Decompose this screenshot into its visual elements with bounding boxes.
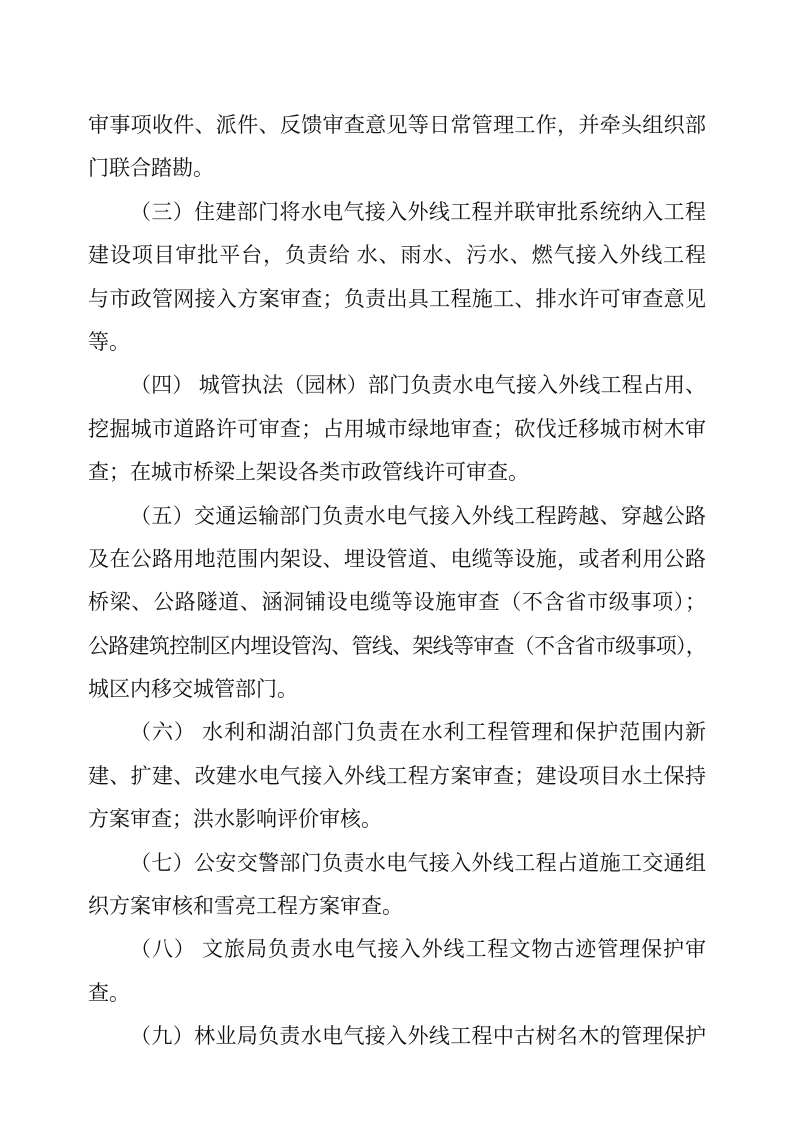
text-line: （三）住建部门将水电气接入外线工程并联审批系统纳入工程 xyxy=(130,199,706,224)
text-line: 建、扩建、改建水电气接入外线工程方案审查；建设项目水土保持 xyxy=(88,763,706,788)
text-line: 织方案审核和雪亮工程方案审查。 xyxy=(88,894,403,919)
text-line: 门联合踏勘。 xyxy=(88,156,214,181)
text-line: 查；在城市桥梁上架设各类市政管线许可审查。 xyxy=(88,460,529,485)
text-line: （八） 文旅局负责水电气接入外线工程文物古迹管理保护审 xyxy=(130,937,706,962)
text-line: 公路建筑控制区内埋设管沟、管线、架线等审查（不含省市级事项）， xyxy=(88,633,706,658)
document-body xyxy=(88,104,706,1059)
text-line: 查。 xyxy=(88,980,130,1005)
text-line: 城区内移交城管部门。 xyxy=(88,677,298,702)
text-line: （五）交通运输部门负责水电气接入外线工程跨越、穿越公路 xyxy=(130,503,706,528)
text-line: 及在公路用地范围内架设、埋设管道、电缆等设施，或者利用公路 xyxy=(88,546,706,571)
text-line: 建设项目审批平台，负责给 水、雨水、污水、燃气接入外线工程 xyxy=(88,243,706,268)
text-line: 审事项收件、派件、反馈审查意见等日常管理工作，并牵头组织部 xyxy=(88,113,706,137)
text-line: 挖掘城市道路许可审查；占用城市绿地审查；砍伐迁移城市树木审 xyxy=(88,416,706,441)
text-line: （七）公安交警部门负责水电气接入外线工程占道施工交通组 xyxy=(130,850,706,875)
text-line: （九）林业局负责水电气接入外线工程中古树名木的管理保护 xyxy=(130,1024,706,1049)
text-line: 方案审查；洪水影响评价审核。 xyxy=(88,807,382,832)
text-line: 与市政管网接入方案审查；负责出具工程施工、排水许可审查意见 xyxy=(88,286,706,311)
text-line: （六） 水利和湖泊部门负责在水利工程管理和保护范围内新 xyxy=(130,720,706,745)
text-line: （四） 城管执法（园林）部门负责水电气接入外线工程占用、 xyxy=(130,373,706,398)
text-line: 桥梁、公路隧道、涵洞铺设电缆等设施审查（不含省市级事项）； xyxy=(88,590,706,615)
text-line: 等。 xyxy=(88,329,130,354)
